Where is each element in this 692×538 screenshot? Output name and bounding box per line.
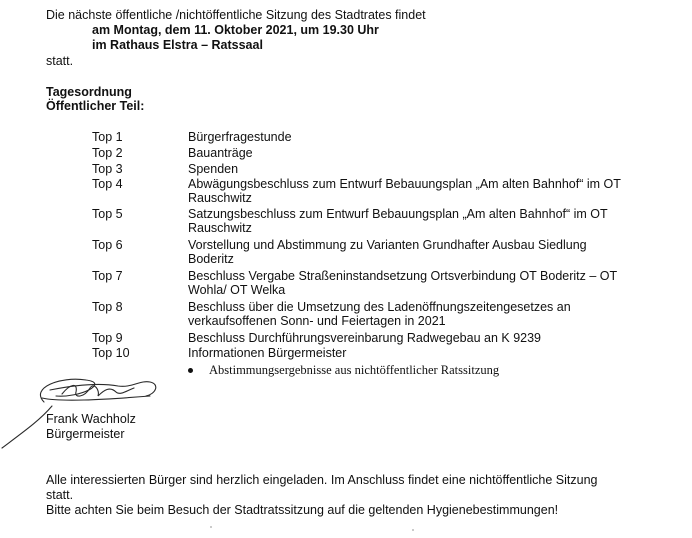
bullet-icon bbox=[188, 368, 193, 373]
agenda-item-number: Top 1 bbox=[92, 130, 123, 144]
agenda-item-number: Top 3 bbox=[92, 162, 123, 176]
agenda-item-text: verkaufsoffenen Sonn- und Feiertagen in 2021 bbox=[188, 314, 446, 328]
agenda-item-text: Boderitz bbox=[188, 252, 234, 266]
agenda-subitem bbox=[188, 363, 499, 377]
agenda-item-number: Top 2 bbox=[92, 146, 123, 160]
footer-statt: statt. bbox=[46, 488, 74, 502]
agenda-item-number: Top 4 bbox=[92, 177, 123, 191]
agenda-item-text: Rauschwitz bbox=[188, 191, 252, 205]
agenda-item-text: Spenden bbox=[188, 162, 239, 176]
meeting-location: im Rathaus Elstra – Ratssaal bbox=[92, 38, 263, 52]
public-part-heading: Öffentlicher Teil: bbox=[46, 99, 145, 113]
agenda-item-text: Beschluss über die Umsetzung des Ladenöffnungszeitengesetzes an bbox=[188, 300, 571, 314]
scan-speck bbox=[412, 529, 414, 531]
scan-speck bbox=[210, 526, 212, 528]
agenda-item-number: Top 10 bbox=[92, 346, 130, 360]
agenda-item-number: Top 8 bbox=[92, 300, 123, 314]
agenda-item-number: Top 7 bbox=[92, 269, 123, 283]
agenda-item-text: Vorstellung und Abstimmung zu Varianten Grundhafter Ausbau Siedlung bbox=[188, 238, 587, 252]
agenda-item-text: Bürgerfragestunde bbox=[188, 130, 292, 144]
agenda-item-text: Bauanträge bbox=[188, 146, 253, 160]
intro-statt: statt. bbox=[46, 54, 74, 68]
agenda-item-text: Beschluss Vergabe Straßeninstandsetzung Ortsverbindung OT Boderitz – OT bbox=[188, 269, 618, 283]
footer-invitation: Alle interessierten Bürger sind herzlich eingeladen. Im Anschluss findet eine nichtöffentliche Sitzung bbox=[46, 473, 598, 487]
agenda-heading: Tagesordnung bbox=[46, 85, 132, 99]
agenda-item-number: Top 5 bbox=[92, 207, 123, 221]
agenda-item-text: Informationen Bürgermeister bbox=[188, 346, 347, 360]
footer-hygiene-note: Bitte achten Sie beim Besuch der Stadtratssitzung auf die geltenden Hygienebestimmungen! bbox=[46, 503, 559, 517]
agenda-subitem-text: Abstimmungsergebnisse aus nichtöffentlicher Ratssitzung bbox=[209, 363, 500, 377]
agenda-item-text: Wohla/ OT Welka bbox=[188, 283, 286, 297]
agenda-item-text: Abwägungsbeschluss zum Entwurf Bebauungsplan „Am alten Bahnhof“ im OT bbox=[188, 177, 621, 191]
agenda-item-text: Satzungsbeschluss zum Entwurf Bebauungsplan „Am alten Bahnhof“ im OT bbox=[188, 207, 608, 221]
agenda-item-text: Beschluss Durchführungsvereinbarung Radwegebau an K 9239 bbox=[188, 331, 542, 345]
intro-line: Die nächste öffentliche /nichtöffentliche Sitzung des Stadtrates findet bbox=[46, 8, 426, 22]
agenda-item-text: Rauschwitz bbox=[188, 221, 252, 235]
agenda-item-number: Top 6 bbox=[92, 238, 123, 252]
signer-name: Frank Wachholz bbox=[46, 412, 136, 426]
meeting-date: am Montag, dem 11. Oktober 2021, um 19.30 Uhr bbox=[92, 23, 379, 37]
agenda-item-number: Top 9 bbox=[92, 331, 123, 345]
signer-title: Bürgermeister bbox=[46, 427, 125, 441]
